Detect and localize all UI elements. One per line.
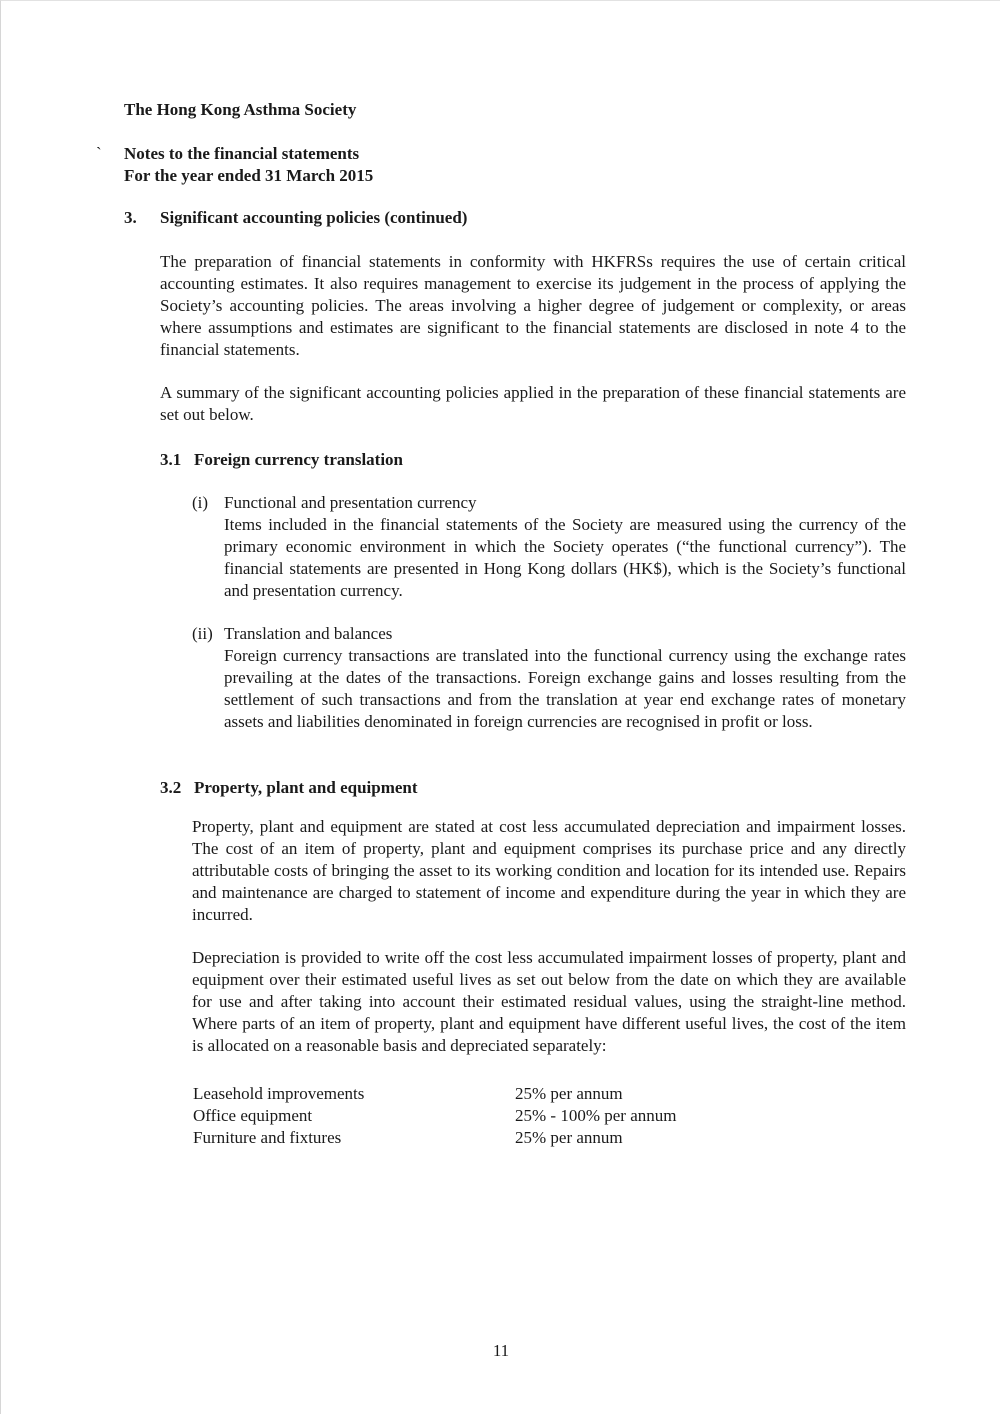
rate-row <box>193 1083 676 1105</box>
asset-name: Leasehold improvements <box>193 1084 365 1103</box>
ppe-paragraph: Property, plant and equipment are stated at cost less accumulated depreciation and impairment losses. The cost of an item of property, plant and equipment comprises its purchase price and any directly attributable costs of bringing the asset to its working condition and location for its intended use. Repairs and maintenance are charged to statement of income and expenditure during the year in which they are incurred. <box>192 817 906 924</box>
item-text-i: Items included in the financial statements of the Society are measured using the currency of the primary economic environment in which the Society operates (“the functional currency”). The financial statements are presented in Hong Kong dollars (HK$), which is the Society’s functional and presentation currency. <box>224 515 906 600</box>
item-heading-i <box>192 492 477 514</box>
section-number: 3. <box>124 208 137 227</box>
depreciation-paragraph: Depreciation is provided to write off the cost less accumulated impairment losses of property, plant and equipment over their estimated useful lives as set out below from the date on which they are available for use and after taking into account their estimated residual values, using the straight-line method. Where parts of an item of property, plant and equipment have different useful lives, the cost of the item is allocated on a reasonable basis and depreciated separately: <box>192 948 906 1055</box>
notes-title: Notes to the financial statements <box>124 144 360 163</box>
section-heading <box>124 207 467 229</box>
asset-rate: 25% - 100% per annum <box>515 1106 677 1125</box>
subsection-title: Property, plant and equipment <box>194 778 418 797</box>
item-heading-ii <box>192 623 392 645</box>
stray-mark: ` <box>96 144 102 163</box>
asset-name: Office equipment <box>193 1106 313 1125</box>
depreciation-rates-table <box>193 1083 676 1149</box>
intro-paragraph: The preparation of financial statements in conformity with HKFRSs requires the use of certain critical accounting estimates. It also requires management to exercise its judgement in the process of applying the Society’s accounting policies. The areas involving a higher degree of judgement or complexity, or areas where assumptions and estimates are significant to the financial statements are disclosed in note 4 to the financial statements. <box>160 252 906 359</box>
asset-rate: 25% per annum <box>515 1084 623 1103</box>
page-number: 11 <box>492 1341 510 1360</box>
item-numeral: (i) <box>192 493 209 512</box>
organization-name: The Hong Kong Asthma Society <box>124 100 357 119</box>
document-header <box>96 99 374 187</box>
item-heading-text: Translation and balances <box>224 624 393 643</box>
asset-name: Furniture and fixtures <box>193 1128 342 1147</box>
summary-paragraph: A summary of the significant accounting policies applied in the preparation of these financial statements are set out below. <box>160 383 906 424</box>
subsection-number: 3.1 <box>160 450 182 469</box>
subsection-heading-3-1 <box>160 449 403 471</box>
period-title: For the year ended 31 March 2015 <box>124 166 374 185</box>
item-heading-text: Functional and presentation currency <box>224 493 477 512</box>
section-title: Significant accounting policies (continued) <box>160 208 468 227</box>
rate-row <box>193 1105 676 1127</box>
rate-row <box>193 1127 676 1149</box>
subsection-heading-3-2 <box>160 777 418 799</box>
subsection-title: Foreign currency translation <box>194 450 404 469</box>
item-text-ii: Foreign currency transactions are translated into the functional currency using the exchange rates prevailing at the dates of the transactions. Foreign exchange gains and losses resulting from the settlement of such transactions and from the translation at year end exchange rates of monetary assets and liabilities denominated in foreign currencies are recognised in profit or loss. <box>224 646 906 731</box>
item-numeral: (ii) <box>192 624 213 643</box>
subsection-number: 3.2 <box>160 778 182 797</box>
asset-rate: 25% per annum <box>515 1128 623 1147</box>
